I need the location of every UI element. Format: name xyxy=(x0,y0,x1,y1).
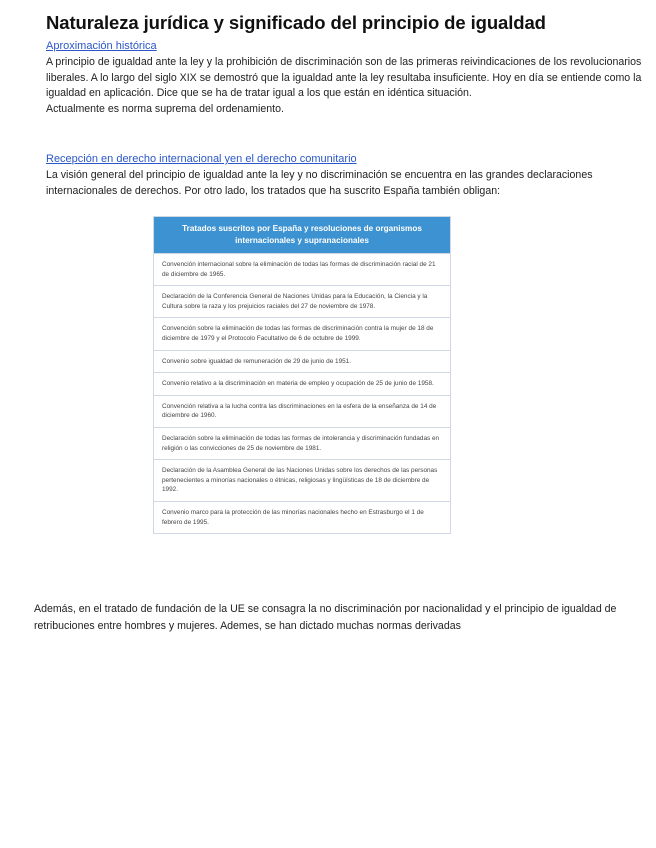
table-row: Convenio sobre igualdad de remuneración de 29 de junio de 1951. xyxy=(154,350,450,373)
treaties-table-header: Tratados suscritos por España y resoluciones de organismos internacionales y supranacionales xyxy=(154,217,450,253)
table-row: Convenio relativo a la discriminación en materia de empleo y ocupación de 25 de junio de 1958. xyxy=(154,372,450,395)
section-heading-international-law[interactable]: Recepción en derecho internacional yen el derecho comunitario xyxy=(46,153,357,165)
table-row: Declaración sobre la eliminación de todas las formas de intolerancia y discriminación fundadas en religión o las convicciones de 25 de noviembre de 1981. xyxy=(154,427,450,459)
page-title: Naturaleza jurídica y significado del principio de igualdad xyxy=(46,12,546,33)
closing-paragraph: Además, en el tratado de fundación de la UE se consagra la no discriminación por nacionalidad y el principio de igualdad de retribuciones entre hombres y mujeres. Ademes, se han dictado muchas normas derivadas xyxy=(34,603,617,632)
historical-approach-paragraph xyxy=(46,55,644,117)
table-row: Convención sobre la eliminación de todas las formas de discriminación contra la mujer de 18 de diciembre de 1979 y el Protocolo Facultativo de 6 de octubre de 1999. xyxy=(154,317,450,349)
table-row: Convención internacional sobre la eliminación de todas las formas de discriminación racial de 21 de diciembre de 1965. xyxy=(154,253,450,285)
table-row: Declaración de la Conferencia General de Naciones Unidas para la Educación, la Ciencia y la Cultura sobre la raza y los prejuicios raciales del 27 de noviembre de 1978. xyxy=(154,285,450,317)
international-law-text: La visión general del principio de igualdad ante la ley y no discriminación se encuentra en las grandes declaraciones internacionales de derechos. Por otro lado, los tratados que ha suscrito España también obligan: xyxy=(46,169,593,197)
table-row: Declaración de la Asamblea General de las Naciones Unidas sobre los derechos de las personas pertenecientes a minorías nacionales o étnicas, religiosas y lingüísticas de 18 de diciembre de 1992. xyxy=(154,459,450,501)
international-law-paragraph xyxy=(46,168,644,199)
section-heading-historical-approach[interactable]: Aproximación histórica xyxy=(46,40,157,52)
treaties-table xyxy=(153,216,451,534)
table-row: Convenio marco para la protección de las minorías nacionales hecho en Estrasburgo el 1 de febrero de 1995. xyxy=(154,501,450,533)
table-row: Convención relativa a la lucha contra las discriminaciones en la esfera de la enseñanza de 14 de diciembre de 1960. xyxy=(154,395,450,427)
historical-approach-text-2: Actualmente es norma suprema del ordenamiento. xyxy=(46,102,284,115)
historical-approach-text: A principio de igualdad ante la ley y la prohibición de discriminación son de las primeras reivindicaciones de los revolucionarios liberales. A lo largo del siglo XIX se demostró que la igualdad ante la ley resultaba insuficiente. Hoy en día se entiende como la igualdad en aplicación. Dice que se ha de tratar igual a los que están en idéntica situación. xyxy=(46,56,642,100)
